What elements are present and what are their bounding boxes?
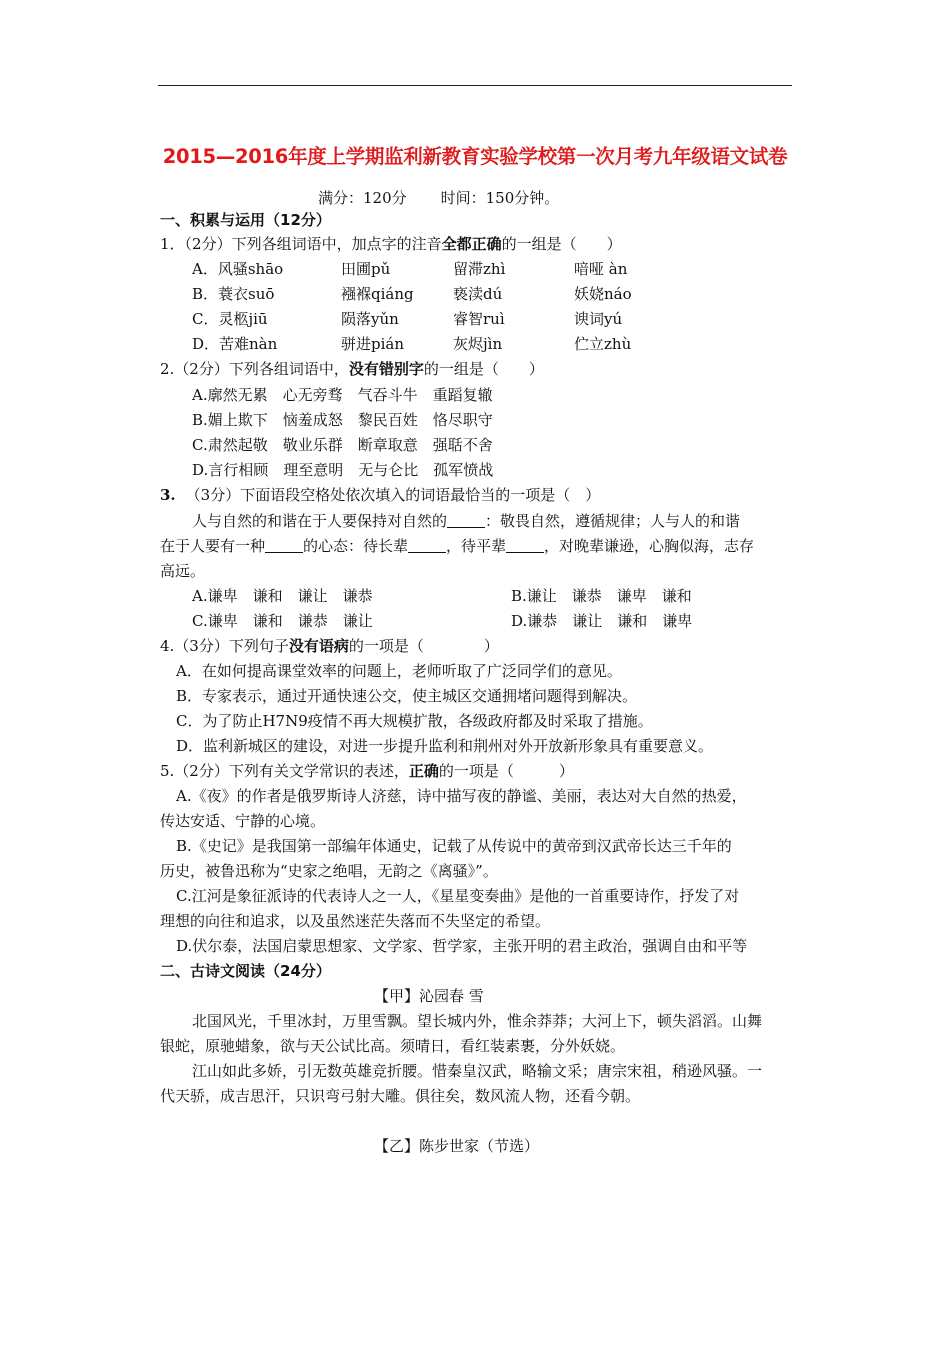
- emphasis-text: 没有语病: [288, 637, 349, 655]
- q5-option-a-cont: 传达安适、宁静的心境。: [160, 812, 326, 830]
- q3-option-b: B.谦让 谦恭 谦卑 谦和: [511, 587, 692, 605]
- header-rule: [158, 85, 792, 86]
- poem-heading: 【甲】沁园春 雪: [374, 987, 484, 1005]
- q5-option-a: A.《夜》的作者是俄罗斯诗人济慈，诗中描写夜的静谧、美丽，表达对大自然的热爱，: [176, 787, 747, 805]
- question-2-stem: 2.（2分）下列各组词语中，没有错别字的一组是（ ）: [160, 360, 544, 378]
- poem-line-4: 代天骄，成吉思汗，只识弯弓射大雕。俱往矣，数风流人物，还看今朝。: [160, 1087, 641, 1105]
- q2-option-d: D.言行相顾 理至意明 无与仑比 孤军愤战: [192, 461, 494, 479]
- q3-option-c: C.谦卑 谦和 谦恭 谦让: [192, 612, 373, 630]
- q3-option-a: A.谦卑 谦和 谦让 谦恭: [192, 587, 373, 605]
- question-5-stem: 5.（2分）下列有关文学常识的表述，正确的一项是（ ）: [160, 762, 574, 780]
- q2-option-a: A.廓然无累 心无旁骛 气吞斗牛 重蹈复辙: [192, 386, 493, 404]
- poem-line-1: 北国风光，千里冰封，万里雪飘。望长城内外，惟余莽莽；大河上下，顿失滔滔。山舞: [192, 1012, 763, 1030]
- q1-option-b-4: 妖娆náo: [574, 285, 632, 303]
- fill-blank: [408, 538, 446, 553]
- q5-option-c-cont: 理想的向往和追求，以及虽然迷茫失落而不失坚定的希望。: [160, 912, 551, 930]
- q1-option-b-3: 亵渎dú: [453, 285, 503, 303]
- q1-option-d: D．苦难nàn: [192, 335, 278, 353]
- q3-option-d: D.谦恭 谦让 谦和 谦卑: [511, 612, 693, 630]
- q3-passage-line-3: 高远。: [160, 562, 206, 580]
- section-2-heading: 二、古诗文阅读（24分）: [160, 962, 331, 980]
- poem-line-3: 江山如此多娇，引无数英雄竞折腰。惜秦皇汉武，略输文采；唐宗宋祖，稍逊风骚。一: [192, 1062, 763, 1080]
- time-limit: 时间：150分钟。: [440, 189, 560, 207]
- fill-blank: [506, 538, 544, 553]
- q2-option-c: C.肃然起敬 敬业乐群 断章取意 强聒不舍: [192, 436, 493, 454]
- q1-option-a-2: 田圃pǔ: [341, 260, 391, 278]
- prose-heading: 【乙】陈步世家（节选）: [374, 1137, 540, 1155]
- q1-option-c-3: 睿智ruì: [453, 310, 505, 328]
- q3-passage-line-1: 人与自然的和谐在于人要保持对自然的 ：敬畏自然，遵循规律；人与人的和谐: [192, 512, 741, 530]
- q1-option-d-4: 伫立zhù: [574, 335, 632, 353]
- fill-blank: [265, 538, 303, 553]
- exam-info: [318, 188, 559, 208]
- q1-option-d-2: 骈进pián: [341, 335, 405, 353]
- q1-option-c-4: 谀词yú: [574, 310, 623, 328]
- exam-title: 2015—2016年度上学期监利新教育实验学校第一次月考九年级语文试卷: [162, 145, 788, 168]
- poem-line-2: 银蛇，原驰蜡象，欲与天公试比高。须晴日，看红装素裹，分外妖娆。: [160, 1037, 626, 1055]
- q3-passage-line-2: 在于人要有一种 的心态：待长辈 ，待平辈 ，对晚辈谦逊，心胸似海，志存: [160, 537, 755, 555]
- q2-option-b: B.媚上欺下 恼羞成怒 黎民百姓 恪尽职守: [192, 411, 493, 429]
- q4-option-b: B．专家表示，通过开通快速公交，使主城区交通拥堵问题得到解决。: [176, 687, 638, 705]
- emphasis-text: 正确: [408, 762, 439, 780]
- q1-option-c-2: 陨落yǔn: [341, 310, 399, 328]
- q1-option-b: B．蓑衣suō: [192, 285, 275, 303]
- q4-option-a: A．在如何提高课堂效率的问题上，老师听取了广泛同学们的意见。: [176, 662, 622, 680]
- q1-option-d-3: 灰烬jìn: [453, 335, 503, 353]
- q1-option-b-2: 襁褓qiáng: [341, 285, 414, 303]
- q5-option-d: D.伏尔泰，法国启蒙思想家、文学家、哲学家，主张开明的君主政治，强调自由和平等: [176, 937, 748, 955]
- q5-option-c: C.江河是象征派诗的代表诗人之一人，《星星变奏曲》是他的一首重要诗作，抒发了对: [176, 887, 740, 905]
- question-3-stem: 3. （3分）下面语段空格处依次填入的词语最恰当的一项是（ ）: [160, 486, 601, 504]
- q1-option-a: A．风骚shāo: [192, 260, 284, 278]
- q4-option-d: D．监利新城区的建设，对进一步提升监利和荆州对外开放新形象具有重要意义。: [176, 737, 714, 755]
- question-4-stem: 4.（3分）下列句子没有语病的一项是（ ）: [160, 637, 499, 655]
- full-score: 满分：120分: [318, 189, 407, 207]
- emphasis-text: 没有错别字: [348, 360, 424, 378]
- q1-option-a-4: 喑哑 àn: [574, 260, 628, 278]
- q1-option-a-3: 留滞zhì: [453, 260, 506, 278]
- q5-option-b-cont: 历史，被鲁迅称为“史家之绝唱，无韵之《离骚》”。: [160, 862, 498, 880]
- q4-option-c: C．为了防止H7N9疫情不再大规模扩散，各级政府都及时采取了措施。: [176, 712, 653, 730]
- q1-option-c: C．灵柩jiū: [192, 310, 268, 328]
- fill-blank: [447, 513, 485, 528]
- q5-option-b: B.《史记》是我国第一部编年体通史，记载了从传说中的黄帝到汉武帝长达三千年的: [176, 837, 732, 855]
- emphasis-text: 全都正确: [441, 235, 502, 253]
- question-1-stem: 1．（2分）下列各组词语中，加点字的注音全都正确的一组是（ ）: [160, 235, 622, 253]
- section-1-heading: 一、积累与运用（12分）: [160, 211, 331, 229]
